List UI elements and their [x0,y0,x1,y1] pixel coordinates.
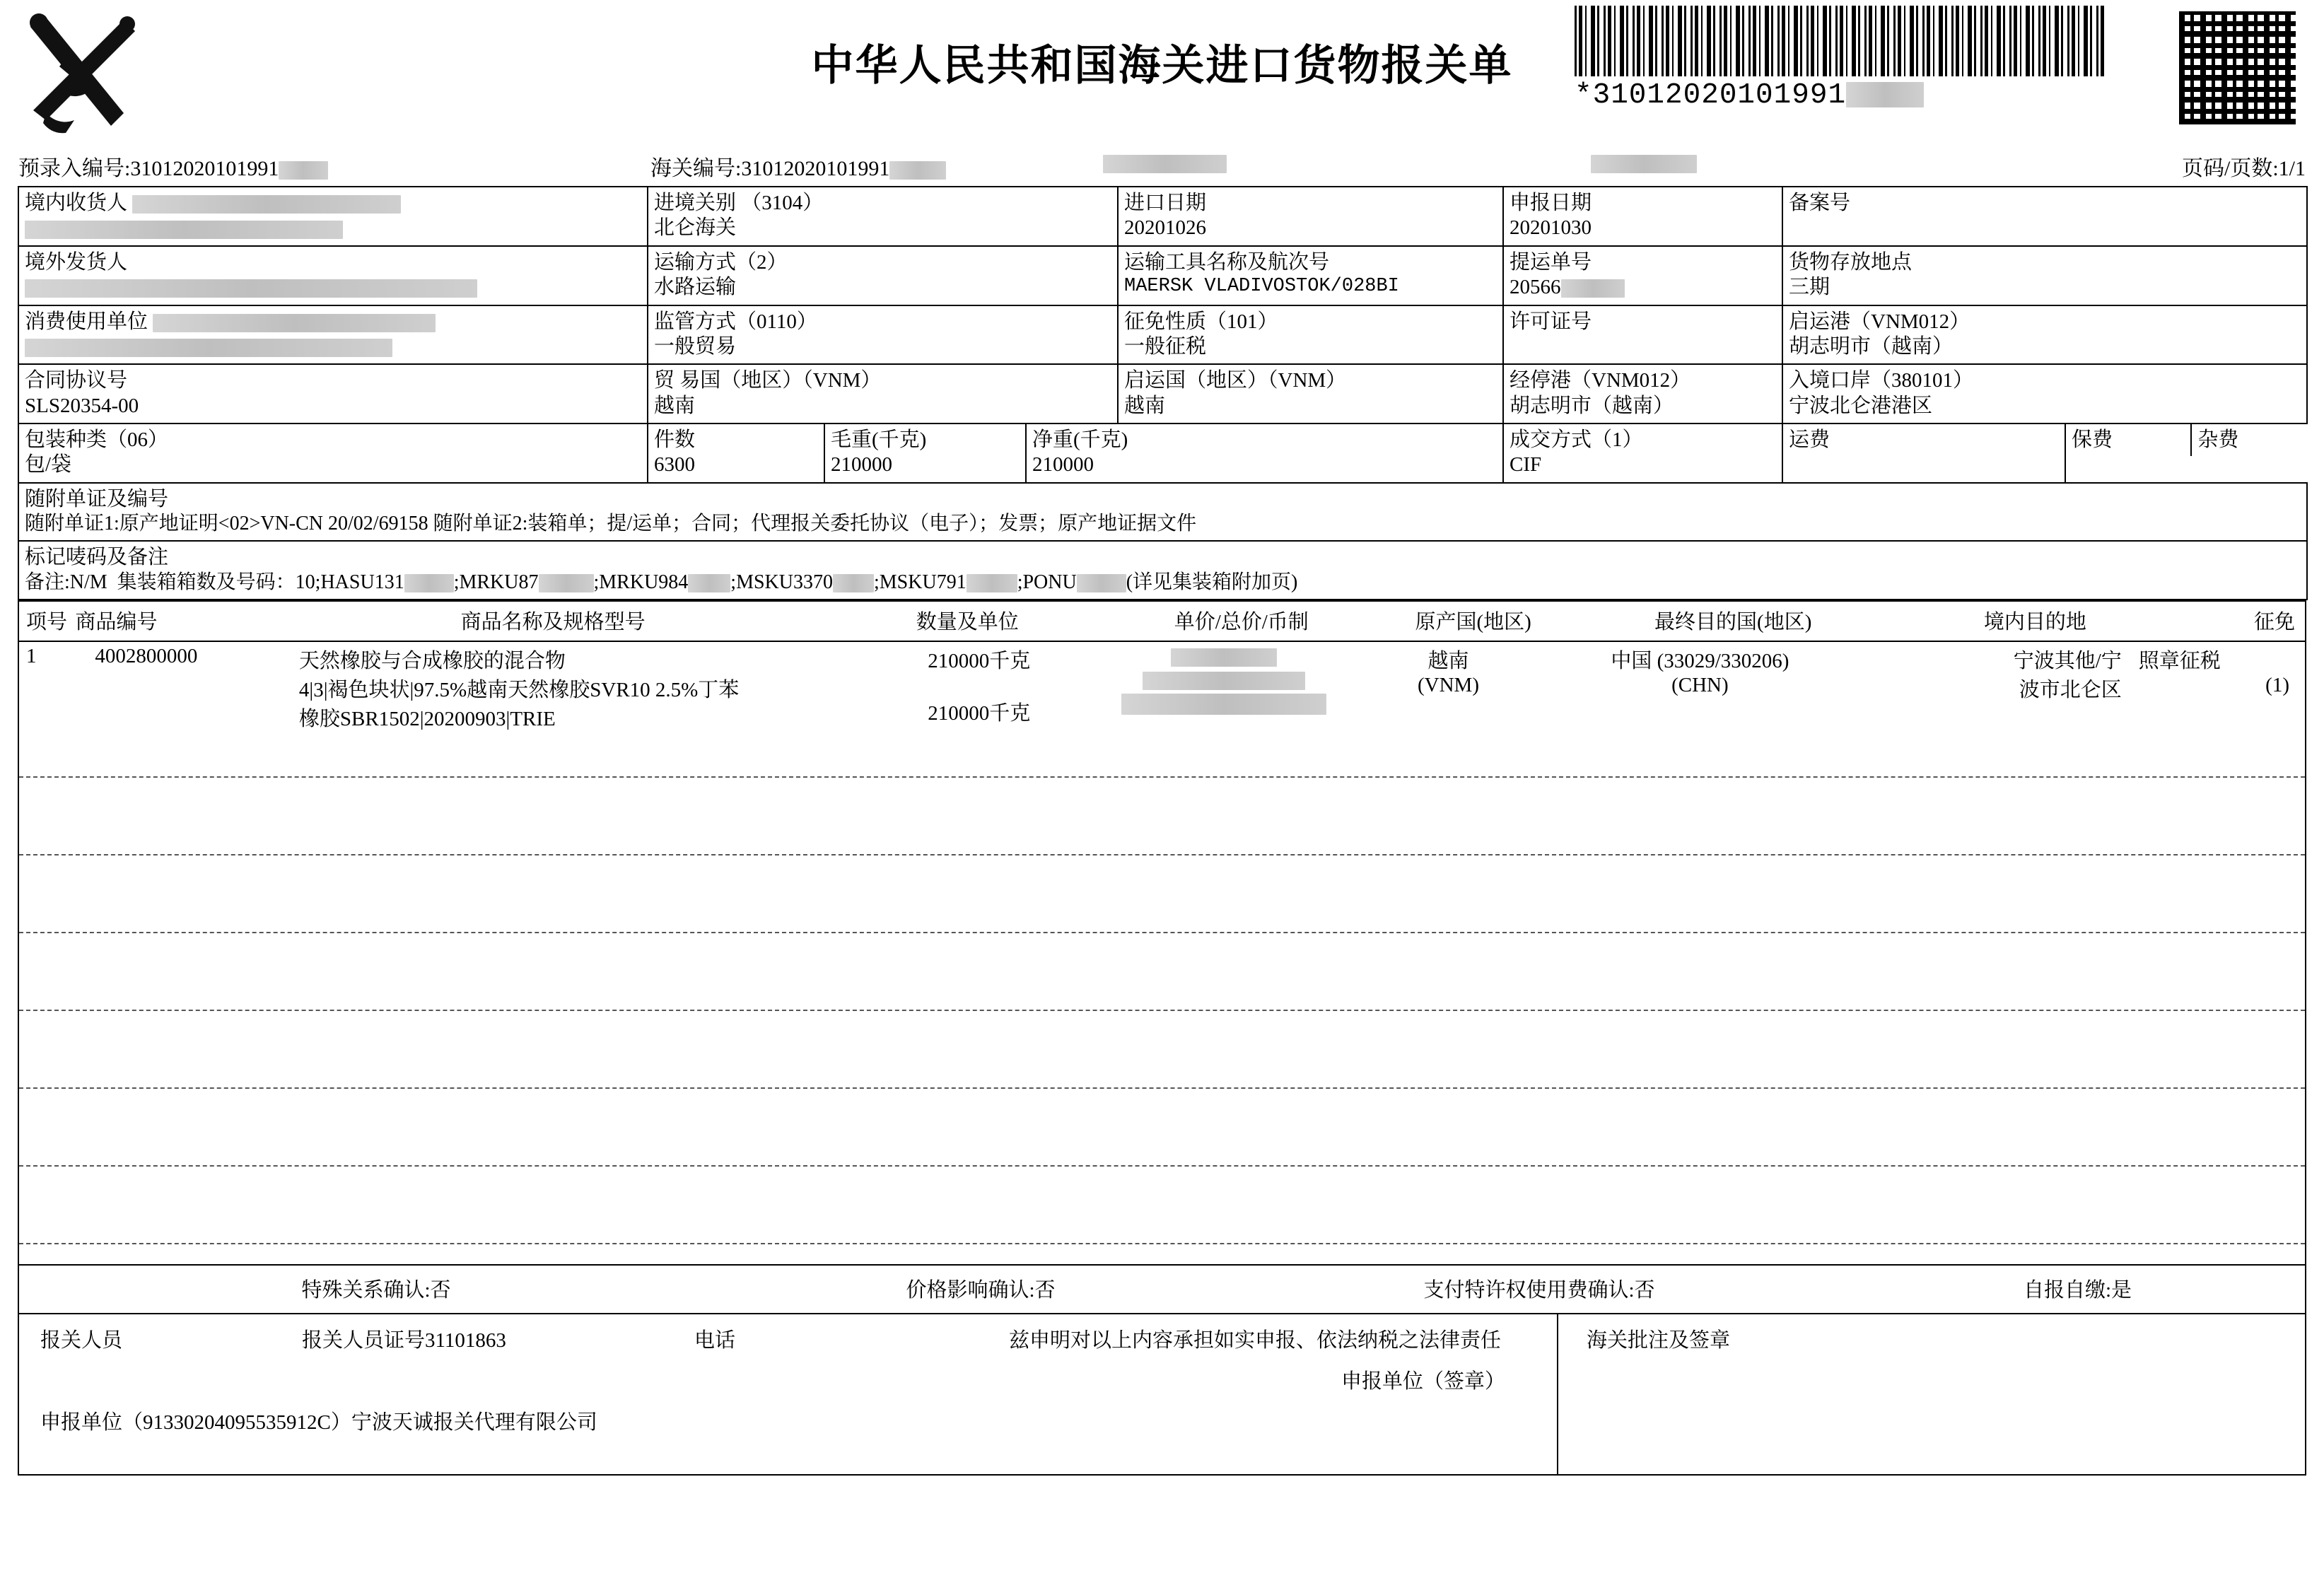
cell-dest: 中国 (33029/330206) (CHN) [1611,649,1789,696]
col-tax: 征免 [2253,610,2295,633]
cell-trade-country: 贸 易国（地区）（VNM） 越南 [648,364,1118,424]
cell-qty: 210000千克 210000千克 [928,649,1031,725]
cell-attached-docs: 随附单证及编号 随附单证1:原产地证明<02>VN-CN 20/02/69158 随附单证2:装箱单；提/运单；合同；代理报关委托协议（电子）；发票；原产地证据文件 [18,483,2307,542]
cell-contract: 合同协议号 SLS20354-00 [18,364,648,424]
col-item-no: 项号 [26,610,68,633]
table-row [19,642,2305,732]
page-number: 页码/页数:1/1 [2181,157,2306,180]
col-origin: 原产国(地区) [1415,610,1531,633]
col-name: 商品名称及规格型号 [460,610,646,633]
page-title: 中华人民共和国海关进口货物报关单 [811,42,1513,89]
cell-indest: 宁波其他/宁 波市北仑区 [2013,649,2122,701]
goods-table-body [19,642,2305,1264]
footer-left [19,1314,1558,1474]
cell-packing-type: 包装种类（06） 包/袋 [18,424,648,483]
cell-overseas-consignor: 境外发货人 [18,246,648,305]
cell-code: 4002800000 [95,644,198,667]
cell-levy-nature: 征免性质（101） 一般征税 [1118,305,1503,365]
document-footer [18,1314,2306,1476]
cell-gross-weight: 毛重(千克) 210000 [824,424,1026,483]
cell-freight: 运费 [1782,424,2065,483]
declaring-unit-seal: 申报单位（签章） [1341,1369,1506,1393]
cell-pieces: 件数 6300 [648,424,824,483]
customs-number: 海关编号:31012020101991 [650,151,946,182]
field-row-attached-docs [18,483,2307,542]
col-indest: 境内目的地 [1983,610,2086,633]
cell-entry-customs: 进境关别 （3104） 北仑海关 [648,187,1118,246]
cell-item-no: 1 [26,644,37,667]
meta-row [0,145,2324,186]
document-header [0,0,2324,145]
cell-name: 天然橡胶与合成橡胶的混合物 4|3|褐色块状|97.5%越南天然橡胶SVR10 2.5%丁苯 橡胶SBR1502|20200903|TRIE [298,649,740,730]
cell-record-no: 备案号 [1782,187,2307,246]
col-price: 单价/总价/币制 [1174,610,1309,633]
field-row-1 [18,187,2307,246]
col-dest: 最终目的国(地区) [1654,610,1812,633]
qr-code [2179,11,2296,124]
cell-terms: 成交方式（1） CIF [1503,424,1782,483]
cell-license: 许可证号 [1503,305,1782,365]
footer-right [1558,1314,2305,1474]
cell-transit-port: 经停港（VNM012） 胡志明市（越南） [1503,364,1782,424]
cell-price [1102,642,1346,732]
cell-departure-port: 启运港（VNM012） 胡志明市（越南） [1782,305,2307,365]
special-relation-confirm: 特殊关系确认:否 [301,1278,451,1302]
meta-redacted-1 [1103,151,1227,175]
field-row-5 [18,424,2307,483]
barcode-number: *31012020101991 [1575,79,2105,112]
cell-storage: 货物存放地点 三期 [1782,246,2307,305]
cell-bill-no: 提运单号 20566 [1503,246,1782,305]
cell-vessel: 运输工具名称及航次号 MAERSK VLADIVOSTOK/028BI [1118,246,1503,305]
col-code: 商品编号 [75,610,158,633]
legal-statement: 兹申明对以上内容承担如实申报、依法纳税之法律责任 [1009,1328,1502,1352]
declaring-unit: 申报单位（91330204095535912C）宁波天诚报关代理有限公司 [40,1410,597,1434]
pre-entry-number: 预录入编号:31012020101991 [18,151,328,182]
barcode [1575,6,2105,112]
declarant-label: 报关人员 [40,1328,123,1352]
cell-departure-country: 启运国（地区）（VNM） 越南 [1118,364,1503,424]
confirmations-row [18,1266,2306,1314]
cell-declaration-date: 申报日期 20201030 [1503,187,1782,246]
declaration-fields-table [18,186,2308,600]
cell-import-date: 进口日期 20201026 [1118,187,1503,246]
field-row-3 [18,305,2307,365]
cell-entry-port: 入境口岸（380101） 宁波北仑港港区 [1782,364,2307,424]
cell-insurance-misc: 保费 杂费 [2065,424,2307,483]
phone-label: 电话 [694,1328,736,1352]
cell-origin: 越南 (VNM) [1417,649,1479,696]
field-row-marks [18,541,2307,600]
goods-table-header [19,602,2305,642]
field-row-4 [18,364,2307,424]
cell-supervision: 监管方式（0110） 一般贸易 [648,305,1118,365]
cell-transport-mode: 运输方式（2） 水路运输 [648,246,1118,305]
cell-tax: 照章征税 (1) [2138,649,2289,696]
cell-consignee: 境内收货人 [18,187,648,246]
royalty-payment-confirm: 支付特许权使用费确认:否 [1423,1278,1655,1302]
declarant-cert: 报关人员证号31101863 [302,1328,506,1352]
meta-redacted-2 [1591,151,1697,175]
self-declare-confirm: 自报自缴:是 [2023,1278,2132,1302]
cell-consumer-unit: 消费使用单位 [18,305,648,365]
barcode-bars [1575,6,2105,76]
goods-table [18,600,2306,1266]
customs-note-label: 海关批注及签章 [1587,1328,1731,1352]
cell-marks-remarks: 标记唛码及备注 备注:N/M 集装箱箱数及号码：10;HASU131 ;MRKU87 ;MRKU984 ;MSKU3370 ;MSKU791 ;PONU (详见集装箱附加页) [18,541,2307,600]
field-row-2 [18,246,2307,305]
price-influence-confirm: 价格影响确认:否 [906,1278,1056,1302]
col-qty: 数量及单位 [916,610,1019,633]
cell-net-weight: 净重(千克) 210000 [1026,424,1503,483]
